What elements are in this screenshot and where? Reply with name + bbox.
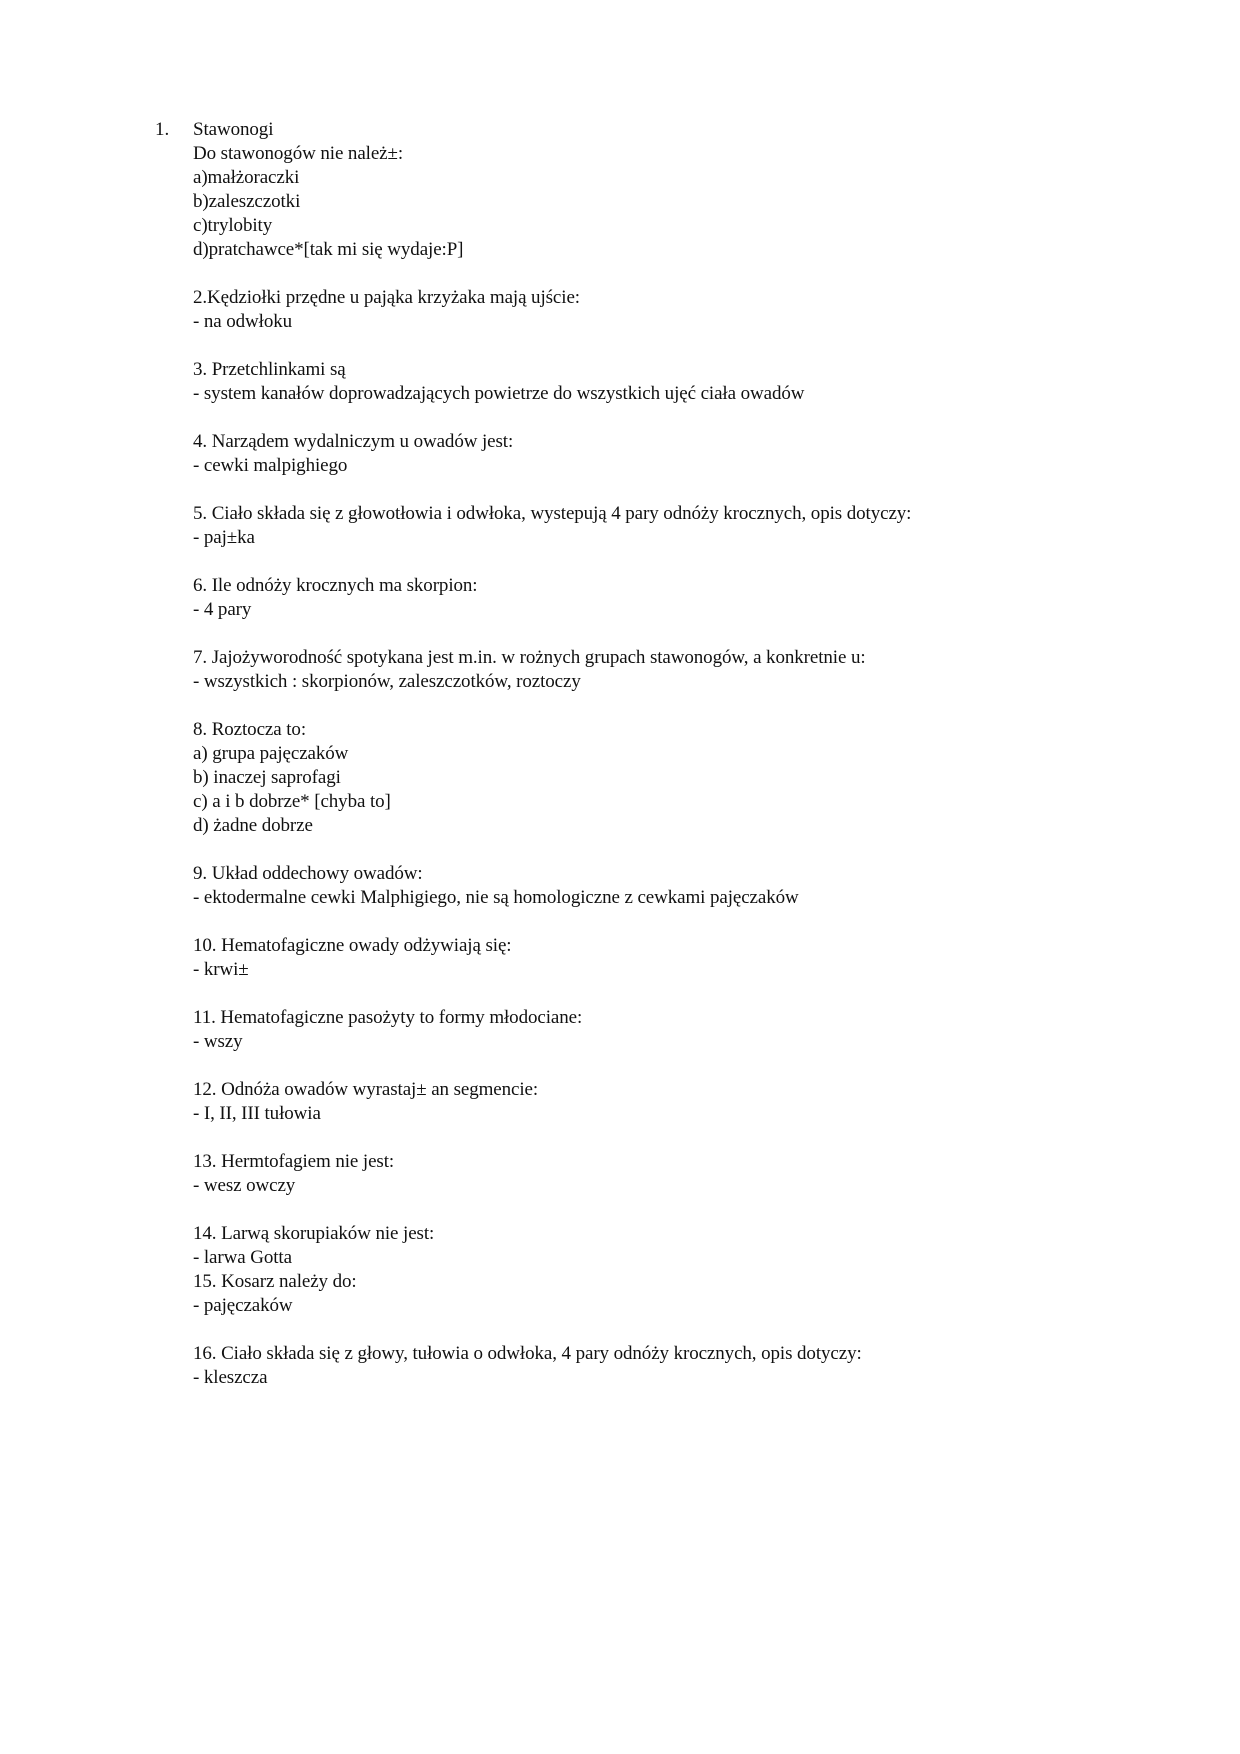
section-title: Stawonogi	[193, 119, 274, 140]
answer-10: - krwi±	[193, 959, 249, 980]
question-13: 13. Hermtofagiem nie jest:	[193, 1151, 395, 1172]
answer-8-option-d: d) żadne dobrze	[193, 815, 313, 836]
question-1: Do stawonogów nie należ±:	[193, 143, 404, 164]
answer-15: - pajęczaków	[193, 1295, 293, 1316]
answer-12: - I, II, III tułowia	[193, 1103, 321, 1124]
question-6: 6. Ile odnóży krocznych ma skorpion:	[193, 575, 478, 596]
answer-14: - larwa Gotta	[193, 1247, 292, 1268]
question-3: 3. Przetchlinkami są	[193, 359, 346, 380]
question-15: 15. Kosarz należy do:	[193, 1271, 357, 1292]
answer-option-b: b)zaleszczotki	[193, 191, 301, 212]
answer-11: - wszy	[193, 1031, 243, 1052]
answer-16: - kleszcza	[193, 1367, 268, 1388]
question-14: 14. Larwą skorupiaków nie jest:	[193, 1223, 435, 1244]
answer-9: - ektodermalne cewki Malphigiego, nie są homologiczne z cewkami pajęczaków	[193, 887, 799, 908]
question-5: 5. Ciało składa się z głowotłowia i odwłoka, wystepują 4 pary odnóży krocznych, opis dotyczy:	[193, 503, 912, 524]
question-11: 11. Hematofagiczne pasożyty to formy młodociane:	[193, 1007, 583, 1028]
question-10: 10. Hematofagiczne owady odżywiają się:	[193, 935, 512, 956]
answer-5: - paj±ka	[193, 527, 255, 548]
answer-7: - wszystkich : skorpionów, zaleszczotków, roztoczy	[193, 671, 581, 692]
answer-4: - cewki malpighiego	[193, 455, 348, 476]
answer-13: - wesz owczy	[193, 1175, 296, 1196]
question-9: 9. Układ oddechowy owadów:	[193, 863, 423, 884]
question-12: 12. Odnóża owadów wyrastaj± an segmencie:	[193, 1079, 539, 1100]
answer-option-d: d)pratchawce*[tak mi się wydaje:P]	[193, 239, 464, 260]
question-16: 16. Ciało składa się z głowy, tułowia o odwłoka, 4 pary odnóży krocznych, opis dotyczy:	[193, 1343, 862, 1364]
answer-8-option-b: b) inaczej saprofagi	[193, 767, 341, 788]
question-2: 2.Kędziołki przędne u pająka krzyżaka mają ujście:	[193, 287, 580, 308]
question-7: 7. Jajożyworodność spotykana jest m.in. w rożnych grupach stawonogów, a konkretnie u:	[193, 647, 866, 668]
answer-8-option-a: a) grupa pajęczaków	[193, 743, 349, 764]
answer-option-c: c)trylobity	[193, 215, 273, 236]
answer-6: - 4 pary	[193, 599, 252, 620]
answer-3: - system kanałów doprowadzających powietrze do wszystkich ujęć ciała owadów	[193, 383, 805, 404]
answer-8-option-c: c) a i b dobrze* [chyba to]	[193, 791, 391, 812]
question-8: 8. Roztocza to:	[193, 719, 306, 740]
list-number-marker: 1.	[155, 119, 170, 140]
answer-2: - na odwłoku	[193, 311, 293, 332]
answer-option-a: a)małżoraczki	[193, 167, 300, 188]
question-4: 4. Narządem wydalniczym u owadów jest:	[193, 431, 514, 452]
